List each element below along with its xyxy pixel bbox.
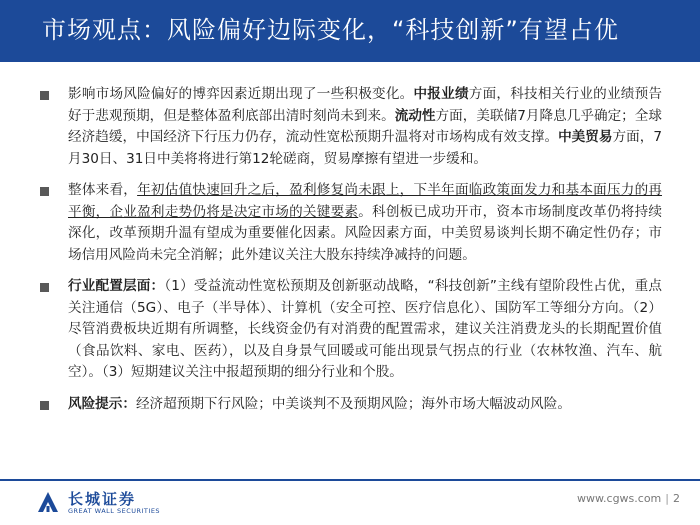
text: 方面，7月30日、31日中美将将进行第12轮磋商，贸易摩擦有望进一步缓和。 — [68, 129, 663, 167]
text: （1）受益流动性宽松预期及创新驱动战略，“科技创新”主线有望阶段性占优，重点关注通信（5G）、电子（半导体）、计算机（安全可控、医疗信息化）、国防军工等细分方向。（2）尽管消费板块近期有所调整，长线资金仍有对消费的配置需求，建议关注消费龙头的长期配置价值（食品饮料、家电、医药），以及自身景气回暖或可能出现景气拐点的行业（农林牧渔、汽车、航空）。（3）短期建议关注中报超预期的细分行业和个股。 — [68, 278, 663, 380]
website-text: www.cgws.com — [577, 492, 662, 505]
square-bullet-icon — [40, 401, 49, 410]
title-bar — [0, 0, 700, 62]
great-wall-logo-icon — [36, 490, 60, 514]
text: 整体来看， — [68, 182, 138, 198]
logo-chinese-name: 长城证券 — [68, 490, 137, 508]
footer-separator: | — [665, 492, 669, 505]
content-area — [40, 84, 662, 425]
text: 经济超预期下行风险；中美谈判不及预期风险；海外市场大幅波动风险。 — [135, 395, 571, 412]
logo-english-name: GREAT WALL SECURITIES — [68, 507, 161, 515]
page-title: 市场观点：风险偏好边际变化，“科技创新”有望占优 — [42, 16, 619, 44]
bold-text: 风险提示： — [68, 395, 136, 412]
footer-info — [577, 492, 680, 505]
square-bullet-icon — [40, 283, 49, 292]
footer-divider — [0, 479, 700, 481]
square-bullet-icon — [40, 91, 49, 100]
page-number: 2 — [673, 492, 680, 505]
bold-text: 行业配置层面： — [68, 278, 165, 294]
text: 方面，科技相关行业的业绩预告好于悲观预期，但是整体盈利底部出清时刻尚未到来。 — [68, 86, 663, 124]
text: 影响市场风险偏好的博弈因素近期出现了一些积极变化。 — [68, 86, 414, 102]
text: 方面，美联储7月降息几乎确定；全球经济趋缓，中国经济下行压力仍存，流动性宽松预期升温将对市场构成有效支撑。 — [68, 107, 662, 145]
company-logo — [36, 486, 236, 522]
bold-text: 流动性 — [394, 107, 436, 124]
bullet-item-industry-allocation — [40, 276, 662, 384]
bullet-item-market-factors — [40, 84, 662, 170]
bold-text: 中美贸易 — [558, 129, 613, 145]
bullet-item-risk-warning — [40, 394, 662, 416]
square-bullet-icon — [40, 187, 49, 196]
text: 。科创板已成功开市，资本市场制度改革仍将持续深化，改革预期升温有望成为重要催化因素。风险因素方面，中美贸易谈判长期不确定性仍存；市场信用风险尚未完全消解；此外建议关注大股东持续净减持的问题。 — [68, 203, 662, 263]
bold-text: 中报业绩 — [413, 86, 469, 102]
bullet-item-overall-view — [40, 180, 662, 266]
underlined-text: 年初估值快速回升之后，盈利修复尚未跟上，下半年面临政策面发力和基本面压力的再平衡，企业盈利走势仍将是决定市场的关键要素 — [68, 182, 663, 220]
